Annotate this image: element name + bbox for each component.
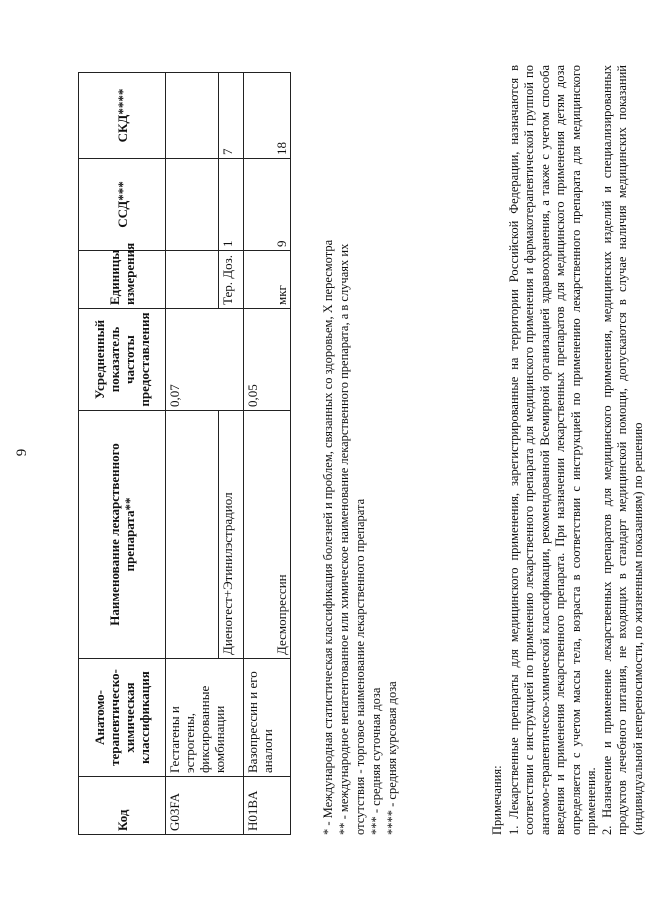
footnote-line: * - Международная статистическая классификация болезней и проблем, связанных со здоровьем, X пересмотра [321, 239, 335, 835]
footnote-line: отсутствия - торговое наименование лекарственного препарата [353, 498, 367, 835]
cell-drug: Десмопрессин [244, 411, 291, 659]
cell-ssd-empty [166, 159, 219, 251]
header-atc: Анатомо-терапевтическо-химическая классификация [79, 659, 166, 777]
cell-unit-empty [166, 251, 219, 309]
table-header-row [79, 73, 166, 835]
cell-unit: Тер. Доз. [219, 251, 244, 309]
page-number: 9 [14, 448, 30, 457]
drug-standard-table [78, 72, 291, 835]
header-unit: Единицы измерения [79, 251, 166, 309]
cell-skd-empty [166, 73, 219, 159]
note-paragraph: 2. Назначение и применение лекарственных препаратов для медицинского применения, медицинских изделий и специализированных продуктов лечебного питания, не входящих в стандарт медицинской помощи, допускаются в случае наличия медицинских показаний (индивидуальной непереносимости, по жизненным показаниям) по решению [599, 65, 645, 835]
header-skd: СКД**** [79, 73, 166, 159]
cell-ssd: 9 [244, 159, 291, 251]
cell-drug: Диеногест+Этинилэстрадиол [219, 411, 244, 659]
notes-title: Примечания: [490, 765, 504, 835]
cell-skd: 18 [244, 73, 291, 159]
footnotes [320, 65, 400, 835]
header-drug: Наименование лекарственного препарата** [79, 411, 166, 659]
header-ssd: ССД*** [79, 159, 166, 251]
cell-skd: 7 [219, 73, 244, 159]
cell-atc: Гестагены и эстрогены, фиксированные комбинации [166, 659, 244, 777]
note-paragraph: 1. Лекарственные препараты для медицинского применения, зарегистрированные на территории Российской Федерации, назначаются в соответствии с инструкцией по применению лекарственного препарата для медицинского применения и фармакотерапевтической группой по анатомо-терапевтическо-химической классификации, рекомендованной Всемирной организацией здравоохранения, а также с учетом способа введения и применения лекарственного препарата. При назначении лекарственных препаратов для медицинского применения детям доза определяется с учетом массы тела, возраста в соответствии с инструкцией по применению лекарственного препарата для медицинского применения. [506, 65, 598, 835]
cell-drug-empty [166, 411, 219, 659]
cell-ssd: 1 [219, 159, 244, 251]
header-code: Код [79, 777, 166, 835]
table-row [166, 73, 219, 835]
notes-section [490, 65, 646, 835]
table-row [244, 73, 291, 835]
cell-atc: Вазопрессин и его аналоги [244, 659, 291, 777]
cell-frequency: 0,07 [166, 309, 219, 411]
cell-code: H01BA [244, 777, 291, 835]
footnote-line: ** - международное непатентованное или химическое наименование лекарственного препарата, а в случаях их [337, 243, 351, 835]
cell-unit: мкг [244, 251, 291, 309]
header-frequency: Усредненный показатель частоты предоставления [79, 309, 166, 411]
footnote-line: *** - средняя суточная доза [369, 687, 383, 835]
cell-frequency-empty [219, 309, 244, 411]
cell-frequency: 0,05 [244, 309, 291, 411]
cell-code: G03FA [166, 777, 244, 835]
footnote-line: **** - средняя курсовая доза [385, 681, 399, 835]
